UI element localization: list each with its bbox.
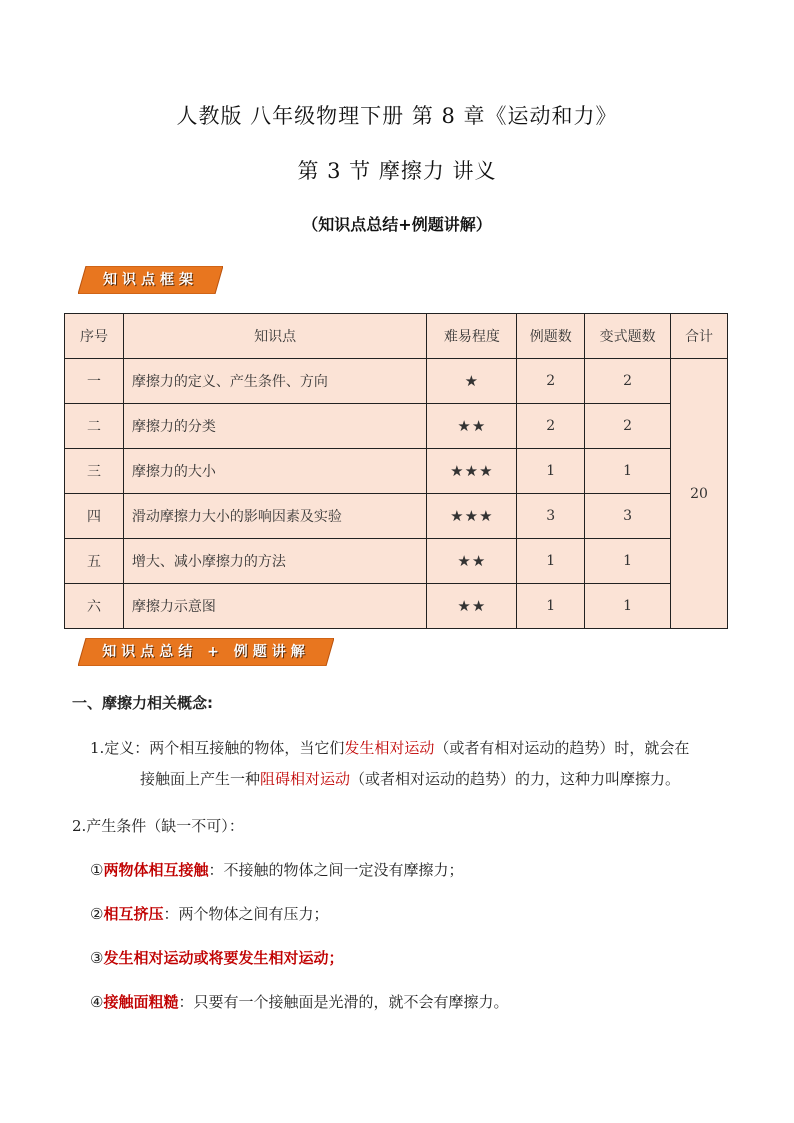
example-count: 1 [517, 449, 585, 494]
summary-banner-label: 知识点总结 + 例题讲解 [102, 644, 310, 660]
definition-text: （或者相对运动的趋势）的力，这种力叫摩擦力。 [350, 770, 681, 788]
col-header: 序号 [65, 314, 124, 359]
table-row [65, 539, 728, 584]
definition-line-2 [140, 768, 680, 789]
row-topic: 摩擦力的大小 [123, 449, 426, 494]
condition-text: ：两个物体之间有压力； [163, 905, 329, 923]
condition-number: ③ [90, 949, 104, 967]
condition-key: 相互挤压 [103, 905, 164, 923]
variant-count: 1 [585, 539, 671, 584]
row-number: 四 [65, 494, 124, 539]
table-row [65, 494, 728, 539]
definition-highlight: 阻碍相对运动 [260, 770, 351, 788]
table-row [65, 359, 728, 404]
condition-number: ④ [90, 993, 104, 1011]
example-count: 2 [517, 404, 585, 449]
condition-item [90, 947, 343, 968]
condition-text: ：不接触的物体之间一定没有摩擦力； [208, 861, 464, 879]
table-row [65, 449, 728, 494]
row-topic: 摩擦力的定义、产生条件、方向 [123, 359, 426, 404]
condition-number: ② [90, 905, 104, 923]
condition-item [90, 903, 328, 924]
variant-count: 1 [585, 584, 671, 629]
difficulty-stars: ★★★ [427, 449, 517, 494]
row-number: 五 [65, 539, 124, 584]
col-header: 变式题数 [585, 314, 671, 359]
table-row [65, 404, 728, 449]
row-number: 二 [65, 404, 124, 449]
row-number: 一 [65, 359, 124, 404]
summary-banner [78, 638, 334, 666]
document-title: 人教版 八年级物理下册 第 8 章《运动和力》 [176, 104, 618, 128]
definition-highlight: 发生相对运动 [344, 739, 435, 757]
condition-key: 接触面粗糙 [103, 993, 179, 1011]
table-header-row [65, 314, 728, 359]
section-heading: 一、摩擦力相关概念: [72, 694, 213, 712]
row-topic: 摩擦力示意图 [123, 584, 426, 629]
condition-text: ：只要有一个接触面是光滑的，就不会有摩擦力。 [178, 993, 509, 1011]
col-header: 例题数 [517, 314, 585, 359]
definition-text: 1.定义：两个相互接触的物体，当它们 [90, 739, 345, 757]
col-header: 难易程度 [427, 314, 517, 359]
difficulty-stars: ★★★ [427, 494, 517, 539]
col-header: 知识点 [123, 314, 426, 359]
row-number: 六 [65, 584, 124, 629]
difficulty-stars: ★★ [427, 584, 517, 629]
condition-text: ； [328, 949, 344, 967]
condition-number: ① [90, 861, 104, 879]
variant-count: 1 [585, 449, 671, 494]
row-topic: 滑动摩擦力大小的影响因素及实验 [123, 494, 426, 539]
variant-count: 2 [585, 359, 671, 404]
knowledge-table [64, 313, 728, 629]
example-count: 1 [517, 539, 585, 584]
definition-line-1 [90, 737, 689, 758]
condition-item [90, 859, 463, 880]
total-count: 20 [671, 359, 728, 629]
document-subtitle: 第 3 节 摩擦力 讲义 [297, 159, 497, 183]
definition-text: （或者有相对运动的趋势）时，就会在 [434, 739, 690, 757]
difficulty-stars: ★★ [427, 539, 517, 584]
difficulty-stars: ★★ [427, 404, 517, 449]
framework-banner-label: 知识点框架 [103, 272, 198, 288]
variant-count: 2 [585, 404, 671, 449]
condition-key: 发生相对运动或将要发生相对运动 [103, 949, 329, 967]
condition-item [90, 991, 508, 1012]
col-header: 合计 [671, 314, 728, 359]
variant-count: 3 [585, 494, 671, 539]
table-row [65, 584, 728, 629]
difficulty-stars: ★ [427, 359, 517, 404]
condition-key: 两物体相互接触 [103, 861, 209, 879]
framework-banner [78, 266, 223, 294]
example-count: 2 [517, 359, 585, 404]
row-number: 三 [65, 449, 124, 494]
example-count: 3 [517, 494, 585, 539]
document-tagline: （知识点总结+例题讲解） [302, 215, 492, 234]
row-topic: 增大、减小摩擦力的方法 [123, 539, 426, 584]
definition-text: 接触面上产生一种 [140, 770, 261, 788]
condition-title: 2.产生条件（缺一不可）： [72, 817, 244, 835]
example-count: 1 [517, 584, 585, 629]
row-topic: 摩擦力的分类 [123, 404, 426, 449]
